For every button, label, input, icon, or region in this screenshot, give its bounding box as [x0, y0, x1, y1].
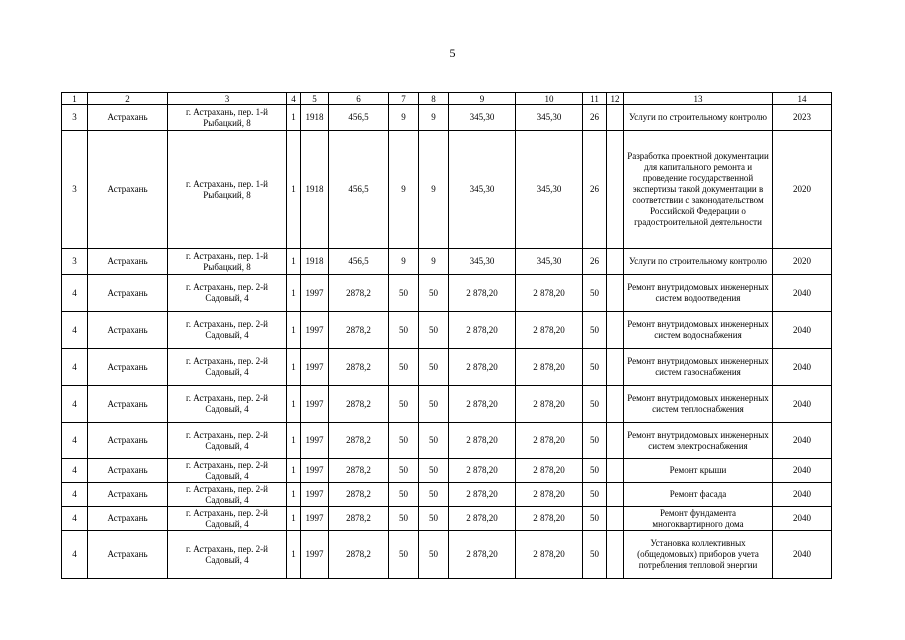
cell-c9: 2 878,20 [449, 423, 516, 459]
cell-c10: 2 878,20 [516, 386, 583, 423]
cell-address: г. Астрахань, пер. 2-й Садовый, 4 [168, 423, 287, 459]
cell-address: г. Астрахань, пер. 2-й Садовый, 4 [168, 312, 287, 349]
column-number: 11 [583, 93, 607, 105]
cell-c4: 1 [287, 275, 301, 312]
cell-work-type: Ремонт фасада [624, 483, 773, 507]
cell-c11: 50 [583, 386, 607, 423]
cell-c2: Астрахань [88, 349, 168, 386]
cell-c10: 2 878,20 [516, 349, 583, 386]
table-row [62, 386, 832, 423]
cell-c10: 2 878,20 [516, 531, 583, 579]
cell-year: 1997 [301, 312, 329, 349]
cell-c7: 50 [389, 423, 419, 459]
table-row [62, 131, 832, 249]
table-row [62, 423, 832, 459]
cell-address: г. Астрахань, пер. 2-й Садовый, 4 [168, 483, 287, 507]
cell-planned-year: 2040 [773, 386, 832, 423]
cell-c12 [607, 249, 624, 275]
cell-c12 [607, 459, 624, 483]
cell-c4: 1 [287, 312, 301, 349]
cell-planned-year: 2040 [773, 423, 832, 459]
cell-planned-year: 2020 [773, 131, 832, 249]
cell-c11: 26 [583, 105, 607, 131]
cell-c6: 2878,2 [329, 483, 389, 507]
column-number: 8 [419, 93, 449, 105]
cell-work-type: Ремонт крыши [624, 459, 773, 483]
cell-planned-year: 2040 [773, 483, 832, 507]
column-number: 4 [287, 93, 301, 105]
cell-c4: 1 [287, 423, 301, 459]
cell-c2: Астрахань [88, 131, 168, 249]
cell-c1: 3 [62, 105, 88, 131]
cell-work-type: Ремонт внутридомовых инженерных систем водоотведения [624, 275, 773, 312]
cell-c6: 2878,2 [329, 275, 389, 312]
cell-address: г. Астрахань, пер. 2-й Садовый, 4 [168, 531, 287, 579]
capital-repair-table [61, 92, 832, 579]
column-number: 13 [624, 93, 773, 105]
cell-c11: 50 [583, 423, 607, 459]
cell-c9: 2 878,20 [449, 312, 516, 349]
cell-address: г. Астрахань, пер. 2-й Садовый, 4 [168, 386, 287, 423]
table-row [62, 312, 832, 349]
table-body [62, 105, 832, 579]
cell-c10: 2 878,20 [516, 483, 583, 507]
cell-c2: Астрахань [88, 531, 168, 579]
cell-c8: 50 [419, 275, 449, 312]
cell-address: г. Астрахань, пер. 2-й Садовый, 4 [168, 507, 287, 531]
cell-c7: 50 [389, 507, 419, 531]
cell-address: г. Астрахань, пер. 2-й Садовый, 4 [168, 275, 287, 312]
cell-c4: 1 [287, 386, 301, 423]
table-row [62, 349, 832, 386]
cell-c11: 50 [583, 531, 607, 579]
cell-c7: 50 [389, 531, 419, 579]
column-number: 7 [389, 93, 419, 105]
cell-c8: 50 [419, 423, 449, 459]
cell-address: г. Астрахань, пер. 1-й Рыбацкий, 8 [168, 249, 287, 275]
cell-c7: 9 [389, 249, 419, 275]
cell-c11: 26 [583, 131, 607, 249]
cell-work-type: Ремонт внутридомовых инженерных систем электроснабжения [624, 423, 773, 459]
cell-c9: 2 878,20 [449, 349, 516, 386]
cell-c7: 9 [389, 131, 419, 249]
cell-c11: 50 [583, 275, 607, 312]
cell-c10: 2 878,20 [516, 507, 583, 531]
cell-c12 [607, 349, 624, 386]
cell-c10: 345,30 [516, 105, 583, 131]
cell-c12 [607, 312, 624, 349]
cell-c8: 9 [419, 249, 449, 275]
cell-c6: 456,5 [329, 249, 389, 275]
column-number: 1 [62, 93, 88, 105]
cell-c10: 345,30 [516, 131, 583, 249]
cell-c4: 1 [287, 507, 301, 531]
cell-c8: 50 [419, 386, 449, 423]
cell-year: 1918 [301, 105, 329, 131]
cell-c6: 2878,2 [329, 349, 389, 386]
cell-c4: 1 [287, 459, 301, 483]
cell-planned-year: 2040 [773, 312, 832, 349]
cell-c8: 50 [419, 531, 449, 579]
cell-c2: Астрахань [88, 386, 168, 423]
cell-work-type: Установка коллективных (общедомовых) приборов учета потребления тепловой энергии [624, 531, 773, 579]
cell-c8: 50 [419, 507, 449, 531]
cell-c11: 50 [583, 483, 607, 507]
cell-year: 1997 [301, 531, 329, 579]
cell-c1: 4 [62, 312, 88, 349]
column-number: 5 [301, 93, 329, 105]
cell-address: г. Астрахань, пер. 2-й Садовый, 4 [168, 459, 287, 483]
column-number: 3 [168, 93, 287, 105]
table-row [62, 105, 832, 131]
cell-c10: 2 878,20 [516, 423, 583, 459]
cell-work-type: Ремонт фундамента многоквартирного дома [624, 507, 773, 531]
cell-c9: 345,30 [449, 249, 516, 275]
cell-c1: 3 [62, 131, 88, 249]
cell-c8: 50 [419, 312, 449, 349]
cell-work-type: Разработка проектной документации для капитального ремонта и проведение государственной экспертизы такой документации в соответствии с законодательством Российской Федерации о градостроительной деятельности [624, 131, 773, 249]
cell-c1: 4 [62, 423, 88, 459]
cell-c7: 9 [389, 105, 419, 131]
cell-year: 1997 [301, 423, 329, 459]
cell-c2: Астрахань [88, 312, 168, 349]
cell-c9: 2 878,20 [449, 531, 516, 579]
table-row [62, 275, 832, 312]
column-number: 10 [516, 93, 583, 105]
cell-c9: 2 878,20 [449, 386, 516, 423]
cell-c12 [607, 483, 624, 507]
cell-c6: 456,5 [329, 131, 389, 249]
cell-c9: 345,30 [449, 131, 516, 249]
cell-c6: 456,5 [329, 105, 389, 131]
cell-year: 1997 [301, 507, 329, 531]
cell-c10: 2 878,20 [516, 459, 583, 483]
cell-c4: 1 [287, 531, 301, 579]
cell-c2: Астрахань [88, 483, 168, 507]
cell-c9: 2 878,20 [449, 459, 516, 483]
cell-address: г. Астрахань, пер. 1-й Рыбацкий, 8 [168, 131, 287, 249]
cell-c1: 4 [62, 483, 88, 507]
cell-c7: 50 [389, 349, 419, 386]
cell-c11: 50 [583, 507, 607, 531]
cell-c2: Астрахань [88, 275, 168, 312]
cell-work-type: Ремонт внутридомовых инженерных систем газоснабжения [624, 349, 773, 386]
cell-c2: Астрахань [88, 423, 168, 459]
table-row [62, 531, 832, 579]
cell-c8: 50 [419, 483, 449, 507]
cell-c8: 50 [419, 459, 449, 483]
cell-c12 [607, 131, 624, 249]
cell-c9: 2 878,20 [449, 483, 516, 507]
cell-c2: Астрахань [88, 507, 168, 531]
cell-c7: 50 [389, 275, 419, 312]
column-number: 2 [88, 93, 168, 105]
cell-planned-year: 2040 [773, 531, 832, 579]
cell-c12 [607, 423, 624, 459]
cell-c1: 4 [62, 386, 88, 423]
cell-c12 [607, 275, 624, 312]
table-row [62, 483, 832, 507]
cell-c11: 50 [583, 312, 607, 349]
cell-planned-year: 2040 [773, 275, 832, 312]
cell-c8: 50 [419, 349, 449, 386]
cell-c11: 26 [583, 249, 607, 275]
table-row [62, 249, 832, 275]
cell-c4: 1 [287, 349, 301, 386]
cell-c12 [607, 507, 624, 531]
cell-planned-year: 2020 [773, 249, 832, 275]
cell-year: 1997 [301, 483, 329, 507]
cell-planned-year: 2040 [773, 349, 832, 386]
cell-c1: 4 [62, 531, 88, 579]
cell-c10: 2 878,20 [516, 312, 583, 349]
cell-c6: 2878,2 [329, 386, 389, 423]
cell-c7: 50 [389, 483, 419, 507]
cell-year: 1997 [301, 275, 329, 312]
cell-planned-year: 2040 [773, 507, 832, 531]
cell-work-type: Ремонт внутридомовых инженерных систем водоснабжения [624, 312, 773, 349]
cell-c4: 1 [287, 131, 301, 249]
cell-c8: 9 [419, 131, 449, 249]
cell-year: 1918 [301, 131, 329, 249]
cell-address: г. Астрахань, пер. 1-й Рыбацкий, 8 [168, 105, 287, 131]
cell-c6: 2878,2 [329, 312, 389, 349]
cell-c6: 2878,2 [329, 531, 389, 579]
column-number: 14 [773, 93, 832, 105]
table-header [62, 93, 832, 105]
cell-c1: 3 [62, 249, 88, 275]
cell-c1: 4 [62, 507, 88, 531]
cell-c7: 50 [389, 459, 419, 483]
cell-planned-year: 2023 [773, 105, 832, 131]
cell-c4: 1 [287, 249, 301, 275]
column-number: 9 [449, 93, 516, 105]
column-number-row [62, 93, 832, 105]
cell-c9: 2 878,20 [449, 507, 516, 531]
cell-c9: 2 878,20 [449, 275, 516, 312]
cell-c12 [607, 531, 624, 579]
cell-c4: 1 [287, 105, 301, 131]
cell-work-type: Услуги по строительному контролю [624, 105, 773, 131]
cell-c12 [607, 386, 624, 423]
cell-c4: 1 [287, 483, 301, 507]
cell-c9: 345,30 [449, 105, 516, 131]
cell-c2: Астрахань [88, 105, 168, 131]
page-number: 5 [449, 46, 456, 60]
column-number: 6 [329, 93, 389, 105]
cell-year: 1918 [301, 249, 329, 275]
column-number: 12 [607, 93, 624, 105]
cell-c1: 4 [62, 459, 88, 483]
cell-c12 [607, 105, 624, 131]
cell-work-type: Ремонт внутридомовых инженерных систем теплоснабжения [624, 386, 773, 423]
cell-c11: 50 [583, 349, 607, 386]
table-row [62, 459, 832, 483]
cell-year: 1997 [301, 386, 329, 423]
cell-c6: 2878,2 [329, 423, 389, 459]
cell-c2: Астрахань [88, 249, 168, 275]
cell-c2: Астрахань [88, 459, 168, 483]
cell-c10: 2 878,20 [516, 275, 583, 312]
cell-c7: 50 [389, 386, 419, 423]
cell-address: г. Астрахань, пер. 2-й Садовый, 4 [168, 349, 287, 386]
cell-c6: 2878,2 [329, 459, 389, 483]
cell-c10: 345,30 [516, 249, 583, 275]
cell-c8: 9 [419, 105, 449, 131]
cell-c6: 2878,2 [329, 507, 389, 531]
cell-c1: 4 [62, 275, 88, 312]
table-row [62, 507, 832, 531]
cell-year: 1997 [301, 459, 329, 483]
cell-c11: 50 [583, 459, 607, 483]
cell-year: 1997 [301, 349, 329, 386]
cell-c1: 4 [62, 349, 88, 386]
cell-planned-year: 2040 [773, 459, 832, 483]
cell-work-type: Услуги по строительному контролю [624, 249, 773, 275]
cell-c7: 50 [389, 312, 419, 349]
